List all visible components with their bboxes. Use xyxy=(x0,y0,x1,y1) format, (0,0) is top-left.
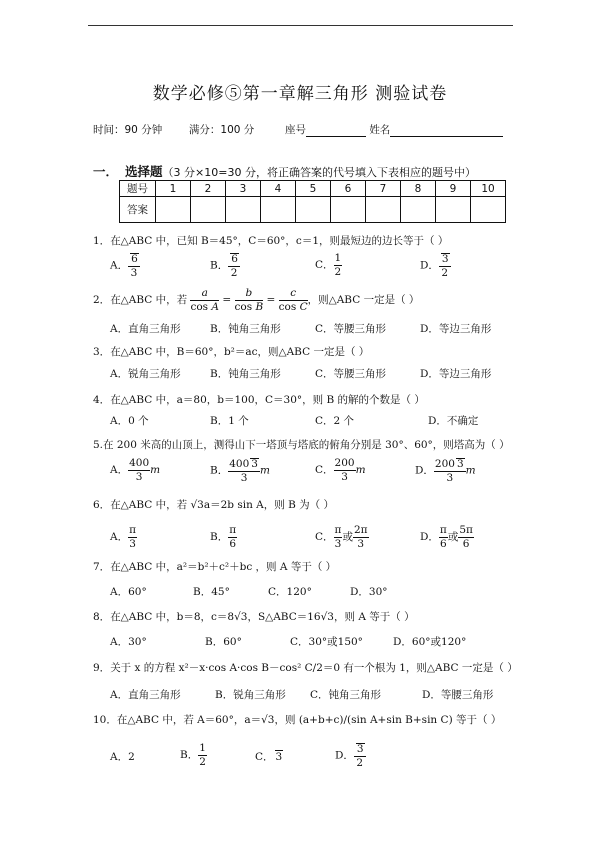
row-header-number: 题号 xyxy=(120,181,156,197)
answer-cell[interactable] xyxy=(436,197,471,223)
seat-field[interactable] xyxy=(306,125,366,137)
q4-option-b: B．1 个 xyxy=(210,415,249,427)
q8-option-a: A．30° xyxy=(110,636,147,648)
question-4: 4．在△ABC 中，a＝80，b＝100，C＝30°，则 B 的解的个数是（ ） xyxy=(93,394,425,406)
answer-cell[interactable] xyxy=(366,197,401,223)
question-9: 9．关于 x 的方程 x²－x·cos A·cos B－cos² C/2＝0 有一个根为 1，则△ABC 一定是（ ） xyxy=(93,662,518,674)
seat-label: 座号 xyxy=(284,124,306,136)
q10-option-d: D． $\frac{3}{2}$ xyxy=(335,743,364,769)
name-field[interactable] xyxy=(390,125,503,137)
answer-cell[interactable] xyxy=(226,197,261,223)
q10-option-c: C． 3 xyxy=(255,751,283,763)
table-number: 9 xyxy=(436,181,471,197)
q2-option-d: D．等边三角形 xyxy=(420,323,492,335)
question-10: 10．在△ABC 中，若 A＝60°，a＝√3，则 (a+b+c)/(sin A+sin B+sin C) 等于（ ） xyxy=(93,714,502,726)
question-8: 8．在△ABC 中，b＝8，c＝8√3，S△ABC＝16√3，则 A 等于（ ） xyxy=(93,611,415,623)
name-label: 姓名 xyxy=(369,124,391,136)
top-rule xyxy=(88,25,513,26)
q7-option-a: A．60° xyxy=(110,586,147,598)
question-7: 7．在△ABC 中，a²＝b²＋c²＋bc ，则 A 等于（ ） xyxy=(93,561,337,573)
section-name: 选择题 xyxy=(125,164,163,179)
q6-option-c: C． $\frac{\pi}{3}$ 或 $\frac{2\pi}{3}$ xyxy=(315,524,368,550)
table-number: 8 xyxy=(401,181,436,197)
table-number: 3 xyxy=(226,181,261,197)
question-5: 5.在 200 米高的山顶上，测得山下一塔顶与塔底的俯角分别是 30°、60°，则塔高为（ ） xyxy=(93,439,510,451)
q4-option-c: C．2 个 xyxy=(315,415,355,427)
q8-option-d: D．60°或120° xyxy=(393,636,467,648)
q8-option-b: B．60° xyxy=(205,636,242,648)
q1-option-c: C． $\frac{1}{2}$ xyxy=(315,252,342,278)
q5-option-d: D． $\frac{200 3}{3}$ m xyxy=(415,458,476,484)
section-number: 一． xyxy=(93,164,119,179)
answer-cell[interactable] xyxy=(296,197,331,223)
q5-option-c: C． $\frac{200}{3}$ m xyxy=(315,457,366,483)
section-desc: （3 分×10=30 分，将正确答案的代号填入下表相应的题号中） xyxy=(162,166,476,179)
q4-option-d: D．不确定 xyxy=(428,415,479,427)
q9-option-b: B．锐角三角形 xyxy=(215,689,286,701)
q9-option-c: C．钝角三角形 xyxy=(310,689,382,701)
question-3: 3．在△ABC 中，B＝60°，b²＝ac，则△ABC 一定是（ ） xyxy=(93,346,370,358)
q3-option-a: A．锐角三角形 xyxy=(110,368,181,380)
page-title: 数学必修⑤第一章解三角形 测验试卷 xyxy=(152,84,448,104)
answer-cell[interactable] xyxy=(261,197,296,223)
answer-table xyxy=(119,180,506,223)
q6-option-b: B． $\frac{\pi}{6}$ xyxy=(210,524,237,550)
q2-option-b: B．钝角三角形 xyxy=(210,323,281,335)
q6-option-a: A． $\frac{\pi}{3}$ xyxy=(110,524,136,550)
score-info: 满分：100 分 xyxy=(188,124,255,136)
q3-option-d: D．等边三角形 xyxy=(420,368,492,380)
question-6: 6．在△ABC 中，若 √3a＝2b sin A，则 B 为（ ） xyxy=(93,499,334,511)
table-number: 7 xyxy=(366,181,401,197)
q4-option-a: A．0 个 xyxy=(110,415,149,427)
row-header-answer: 答案 xyxy=(120,197,156,223)
q2-option-c: C．等腰三角形 xyxy=(315,323,387,335)
q6-option-d: D． $\frac{\pi}{6}$ 或 $\frac{5\pi}{6}$ xyxy=(420,524,473,550)
exam-info xyxy=(93,122,503,137)
answer-cell[interactable] xyxy=(471,197,506,223)
q7-option-b: B．45° xyxy=(193,586,230,598)
q3-option-b: B．钝角三角形 xyxy=(210,368,281,380)
q7-option-c: C．120° xyxy=(268,586,312,598)
section-heading xyxy=(93,162,476,180)
q5-option-b: B． $\frac{400 3}{3}$ m xyxy=(210,458,270,484)
q2-option-a: A．直角三角形 xyxy=(110,323,181,335)
table-number: 5 xyxy=(296,181,331,197)
answer-cell[interactable] xyxy=(401,197,436,223)
q7-option-d: D．30° xyxy=(350,586,388,598)
q9-option-a: A．直角三角形 xyxy=(110,689,181,701)
q1-option-b: B． $\frac{6}{2}$ xyxy=(210,253,238,279)
table-number: 1 xyxy=(156,181,191,197)
answer-cell[interactable] xyxy=(156,197,191,223)
q10-option-a: A．2 xyxy=(110,751,135,763)
table-number: 2 xyxy=(191,181,226,197)
time-info: 时间：90 分钟 xyxy=(93,124,163,136)
table-number: 10 xyxy=(471,181,506,197)
q10-option-b: B． $\frac{1}{2}$ xyxy=(180,742,206,768)
q1-option-a: A． $\frac{6}{3}$ xyxy=(110,253,138,279)
table-number: 4 xyxy=(261,181,296,197)
question-1 xyxy=(93,233,448,248)
question-text: 在△ABC 中，若 xyxy=(110,294,188,306)
question-number: 1． xyxy=(93,235,111,247)
q1-option-d: D． $\frac{3}{2}$ xyxy=(420,253,449,279)
q5-option-a: A． $\frac{400}{3}$ m xyxy=(110,457,161,483)
table-number: 6 xyxy=(331,181,366,197)
q9-option-d: D．等腰三角形 xyxy=(422,689,494,701)
q8-option-c: C．30°或150° xyxy=(290,636,363,648)
q3-option-c: C．等腰三角形 xyxy=(315,368,387,380)
answer-cell[interactable] xyxy=(331,197,366,223)
answer-cell[interactable] xyxy=(191,197,226,223)
question-text: 在△ABC 中，已知 B＝45°，C＝60°，c＝1，则最短边的边长等于（ ） xyxy=(110,235,449,247)
question-2: 2．在△ABC 中，若 $\frac{a}{\text{cos A}}$ = $\frac{b}{\text{cos B}}$ = $\frac{c}{\text{cos C}}$ ，则△ABC 一定是（ ） xyxy=(93,287,420,313)
